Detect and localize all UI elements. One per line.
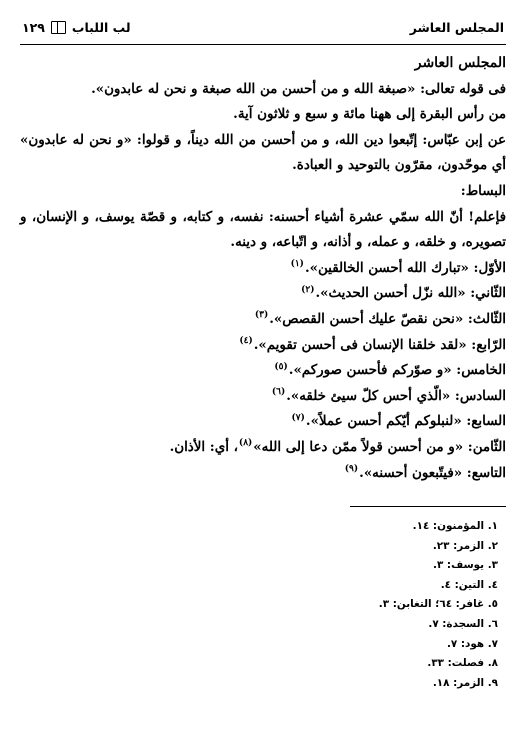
- footnote-separator-wrap: [20, 486, 506, 517]
- item-text: الرّابع: «لقد خلقنا الإنسان فى أحسن تقويم».: [253, 336, 506, 353]
- subheading-bisat: البساط:: [460, 182, 506, 199]
- footnote-ref: (٤): [239, 336, 253, 347]
- item-after-text: ، أي: الأذان.: [169, 438, 238, 455]
- paragraph-ibn-abbas: عن إبن عبّاس: إتّبعوا دين الله، و من أحسن من الله ديناً، و قولوا: «و نحن له عابدون» أي موحّدون، مقرّون بالتوحيد و العبادة.: [20, 131, 506, 174]
- list-item: [20, 307, 506, 333]
- header-book-info: [22, 20, 131, 35]
- list-item: [20, 281, 506, 307]
- footnote: ٤. التين: ٤.: [440, 578, 498, 591]
- footnote: ٣. يوسف: ٣.: [433, 559, 498, 572]
- list-item: [20, 435, 506, 461]
- footnote: ٨. فصلت: ٣٣.: [427, 657, 498, 670]
- item-text: التاسع: «فيتّبعون أحسنه».: [359, 464, 506, 481]
- list-item: [20, 333, 506, 359]
- main-text: [20, 51, 506, 486]
- item-text: الثّاني: «الله نزّل أحسن الحديث».: [315, 285, 506, 302]
- footnote-ref: (٦): [271, 387, 286, 398]
- item-text: الثّالث: «نحن نقصّ عليك أحسن القصص».: [269, 310, 506, 327]
- header-divider: [20, 44, 506, 45]
- paragraph-verse: فى قوله تعالى: «صبغة الله و من أحسن من الله صبغة و نحن له عابدون».: [91, 80, 506, 97]
- footnote-ref: (٨): [238, 438, 253, 449]
- footnote: ١. المؤمنون: ١٤.: [412, 520, 498, 533]
- list-item: [20, 409, 506, 435]
- footnote: ٢. الزمر: ٢٣.: [432, 539, 498, 552]
- header-book-title: لب اللباب: [71, 20, 131, 35]
- item-text: السادس: «الّذي أحس كلّ سيئ خلقه».: [286, 387, 506, 404]
- item-text: الأوّل: «تبارك الله أحسن الخالقين».: [304, 259, 506, 276]
- section-heading: المجلس العاشر: [414, 55, 506, 71]
- footnote: ٩. الزمر: ١٨.: [432, 676, 498, 689]
- footnote-ref: (٥): [274, 361, 288, 372]
- footnote: ٦. السجدة: ٧.: [428, 618, 498, 631]
- list-item: [20, 256, 506, 282]
- header-page-number: ١٢٩: [22, 20, 45, 35]
- running-header: [20, 18, 506, 40]
- footnote-ref: (٢): [301, 284, 315, 295]
- footnote-separator: [350, 506, 506, 507]
- item-text: السابع: «لنبلوكم أيّكم أحسن عملاً».: [305, 413, 506, 430]
- item-text: الخامس: «و صوّركم فأحسن صوركم».: [288, 362, 506, 379]
- footnote-ref: (٣): [254, 310, 269, 321]
- footnotes: [20, 517, 506, 693]
- header-section-title: المجلس العاشر: [409, 20, 504, 35]
- book-page: [20, 18, 506, 693]
- item-text: الثّامن: «و من أحسن قولاً ممّن دعا إلى الله»: [253, 438, 506, 455]
- list-item: [20, 461, 506, 487]
- footnote-ref: (٩): [344, 464, 359, 475]
- paragraph-ten-things: فإعلم! أنّ الله سمّي عشرة أشياء أحسنه: نفسه، و كتابه، و قصّة يوسف، و الإنسان، و تصويره، و خلقه، و عمله، و أذانه، و اتّباعه، و دينه.: [20, 208, 506, 251]
- footnote-ref: (٧): [291, 412, 305, 423]
- list-item: [20, 384, 506, 410]
- paragraph-count: من رأس البقرة إلى ههنا مائة و سبع و ثلاثون آية.: [233, 106, 506, 123]
- footnote: ٧. هود: ٧.: [446, 637, 498, 650]
- footnote-ref: (١): [290, 259, 304, 270]
- book-icon: [51, 21, 66, 34]
- list-item: [20, 358, 506, 384]
- footnote: ٥. غافر: ٦٤؛ التغابن: ٣.: [378, 598, 498, 611]
